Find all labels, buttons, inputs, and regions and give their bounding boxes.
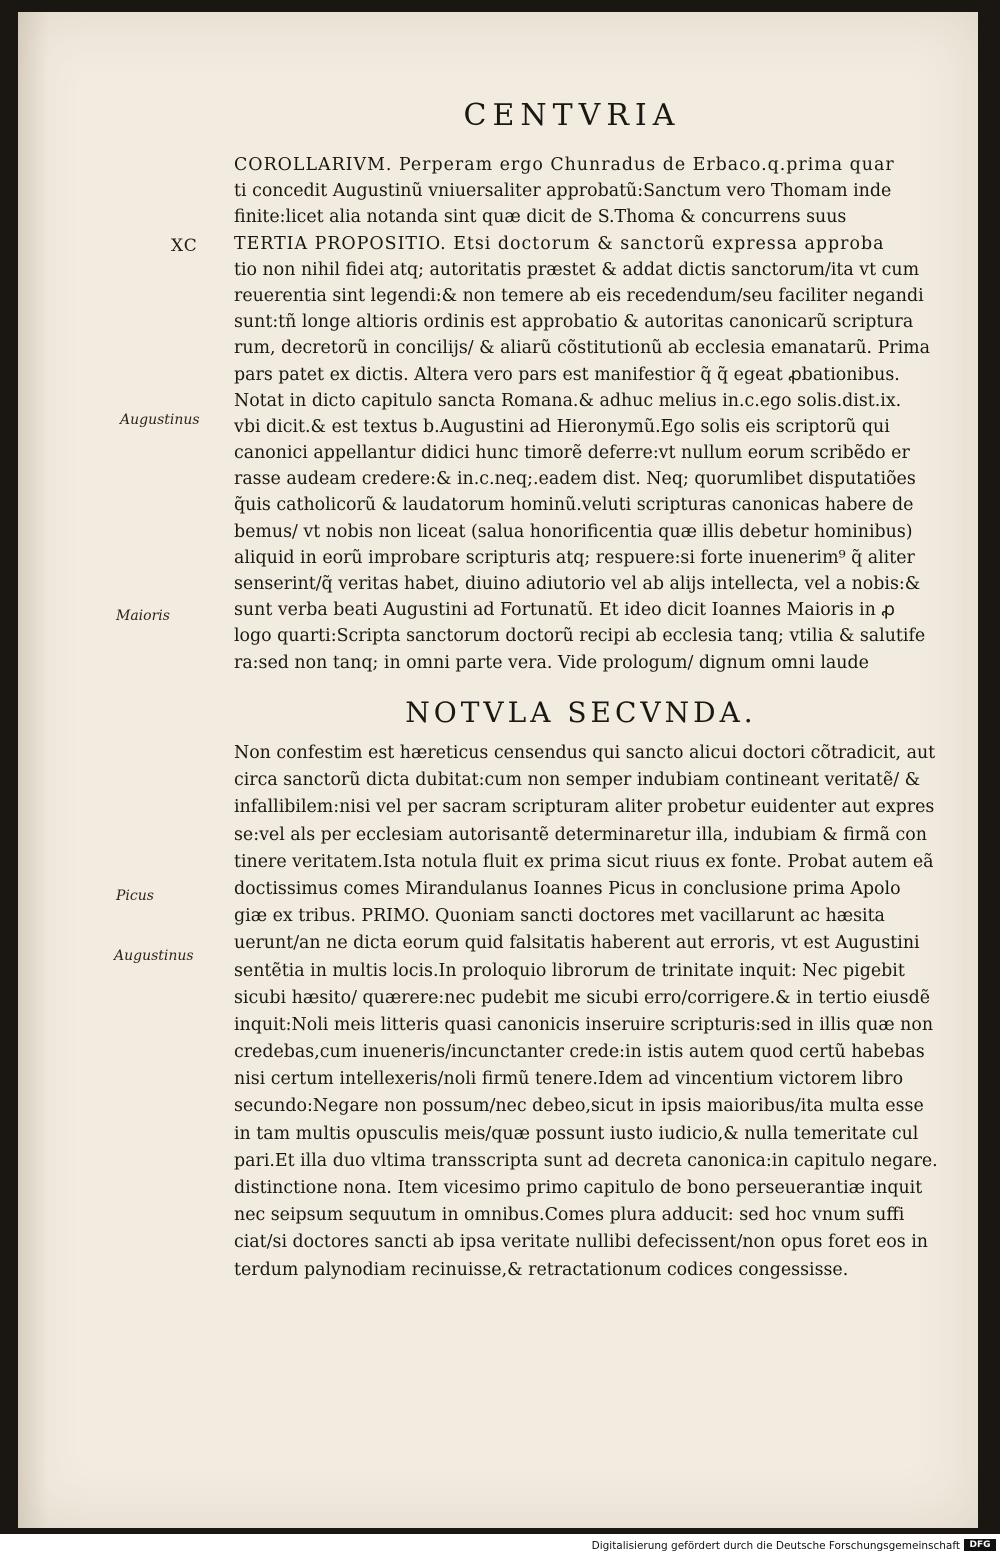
text-line: bemus/ vt nobis non liceat (salua honorificentia quæ illis debetur hominibus)	[234, 521, 913, 542]
folio-number: XC	[171, 236, 198, 256]
text-line: nec seipsum sequutum in omnibus.Comes plura adducit: sed hoc vnum suffi	[234, 1205, 905, 1226]
funding-credit: Digitalisierung gefördert durch die Deutsche Forschungsgemeinschaft	[591, 1540, 960, 1552]
text-line: sentẽtia in multis locis.In proloquio librorum de trinitate inquit: Nec pigebit	[234, 960, 905, 981]
text-line: ciat/si doctores sancti ab ipsa veritate nullibi defecissent/non opus foret eos in	[234, 1232, 929, 1253]
text-line: tinere veritatem.Ista notula fluit ex prima sicut riuus ex fonte. Probat autem eã	[234, 851, 934, 872]
text-line: logo quarti:Scripta sanctorum doctorũ recipi ab ecclesia tanq; vtilia & salutife	[234, 626, 926, 647]
text-line: se:vel als per ecclesiam autorisantẽ determinaretur illa, indubiam & firmã con	[234, 824, 927, 845]
text-line: tio non nihil fidei atq; autoritatis præstet & addat dictis sanctorum/ita vt cum	[234, 259, 920, 280]
text-line: in tam multis opusculis meis/quæ possunt iusto iudicio,& nulla temeritate cul	[234, 1123, 919, 1144]
text-line: circa sanctorũ dicta dubitat:cum non semper indubiam contineant veritatẽ/ &	[234, 770, 921, 791]
text-line: pari.Et illa duo vltima transscripta sunt ad decreta canonica:in capitulo negare.	[234, 1150, 938, 1171]
text-line: Non confestim est hæreticus censendus qui sancto alicui doctori cõtradicit, aut	[234, 743, 936, 763]
text-line: reuerentia sint legendi:& non temere ab eis recedendum/seu faciliter negandi	[234, 285, 924, 306]
text-line: infallibilem:nisi vel per sacram scripturam aliter probetur euidenter aut expres	[234, 797, 935, 818]
book-page	[18, 12, 978, 1528]
text-line: giæ ex tribus. PRIMO. Quoniam sancti doctores met vacillarunt ac hæsita	[234, 906, 885, 927]
text-line: ra:sed non tanq; in omni parte vera. Vide prologum/ dignum omni laude	[234, 652, 869, 673]
margin-note: Maioris	[116, 608, 170, 624]
text-line: rum, decretorũ in concilijs/ & aliarũ cõstitutionũ ab ecclesia emanatarũ. Prima	[234, 338, 931, 359]
text-line: finite:licet alia notanda sint quæ dicit de S.Thoma & concurrens suus	[234, 207, 847, 228]
text-line: rasse audeam credere:& in.c.neq;.eadem dist. Neq; quorumlibet disputatiões	[234, 469, 916, 490]
text-line: uerunt/an ne dicta eorum quid falsitatis haberent aut erroris, vt est Augustini	[234, 933, 920, 954]
corollary-and-proposition-text	[234, 152, 980, 676]
text-line: sunt:tñ longe altioris ordinis est approbatio & autoritas canonicarũ scriptura	[234, 312, 914, 333]
text-line: inquit:Noli meis litteris quasi canonicis inseruire scripturis:sed in illis quæ non	[234, 1014, 934, 1035]
text-line: terdum palynodiam recinuisse,& retractationum codices congessisse.	[234, 1259, 849, 1280]
text-line: ti concedit Augustinũ vniuersaliter approbatũ:Sanctum vero Thomam inde	[234, 181, 892, 202]
text-line: Notat in dicto capitulo sancta Romana.& adhuc melius in.c.ego solis.dist.ix.	[234, 390, 902, 411]
digitization-footer	[0, 1534, 1000, 1558]
text-line: aliquid in eorũ improbare scripturis atq; respuere:si forte inuenerim⁹ q̃ aliter	[234, 547, 915, 568]
text-line: secundo:Negare non possum/nec debeo,sicut in ipsis maioribus/ita multa esse	[234, 1096, 924, 1117]
text-line: sicubi hæsito/ quærere:nec pudebit me sicubi erro/corrigere.& in tertio eiusdẽ	[234, 987, 931, 1008]
text-line: distinctione nona. Item vicesimo primo capitulo de bono perseuerantiæ inquit	[234, 1178, 923, 1198]
text-line: nisi certum intellexeris/noli firmũ tenere.Idem ad vincentium victorem libro	[234, 1069, 904, 1090]
dfg-logo: DFG	[964, 1539, 996, 1551]
margin-note: Picus	[116, 888, 154, 904]
margin-note: Augustinus	[114, 948, 194, 964]
text-line: pars patet ex dictis. Altera vero pars est manifestior q̃ q̃ egeat ꝓbationibus.	[234, 364, 900, 385]
text-line: credebas,cum inueneris/incunctanter crede:in istis autem quod certũ habebas	[234, 1042, 925, 1063]
notula-secunda-text	[234, 740, 980, 1284]
running-header: CENTVRIA	[463, 98, 681, 133]
text-line: senserint/q̃ veritas habet, diuino adiutorio vel ab alijs intellecta, vel a nobis:&	[234, 574, 921, 594]
text-line: doctissimus comes Mirandulanus Ioannes Picus in conclusione prima Apolo	[234, 878, 901, 899]
text-line: q̃uis catholicorũ & laudatorum hominũ.veluti scripturas canonicas habere de	[234, 495, 914, 516]
text-line: canonici appellantur didici hunc timorẽ deferre:vt nullum eorum scribẽdo er	[234, 443, 910, 464]
margin-note: Augustinus	[120, 412, 200, 428]
section-heading: NOTVLA SECVNDA.	[405, 696, 757, 729]
text-line: COROLLARIVM. Perperam ergo Chunradus de Erbaco.q.prima quar	[234, 155, 895, 175]
text-line: vbi dicit.& est textus b.Augustini ad Hieronymũ.Ego solis eis scriptorũ qui	[234, 416, 890, 437]
text-line: TERTIA PROPOSITIO. Etsi doctorum & sanctorũ expressa approba	[234, 233, 885, 254]
text-line: sunt verba beati Augustini ad Fortunatũ. Et ideo dicit Ioannes Maioris in ꝓ	[234, 600, 895, 621]
